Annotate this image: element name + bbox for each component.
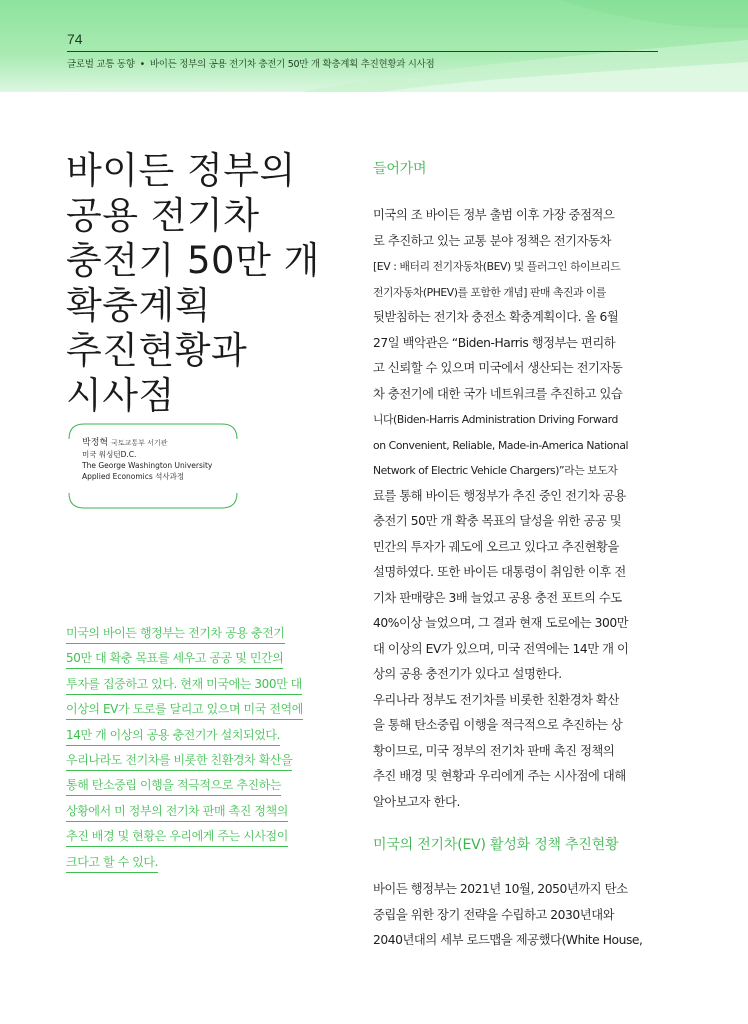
summary-line [66,622,328,647]
summary-line [66,774,328,799]
summary-text: 14만 개 이상의 공용 충전기가 설치되었다. [66,725,280,746]
body-line: Network of Electric Vehicle Chargers)”라는 보도자 [373,464,618,477]
page-number: 74 [67,31,83,47]
summary-text: 투자를 집중하고 있다. 현재 미국에는 300만 대 [66,674,302,695]
running-head-section: 글로벌 교통 동향 [67,59,135,70]
body-line: 40%이상 늘었으며, 그 결과 현재 도로에는 300만 [373,616,629,630]
body-line: 상의 공용 충전기가 있다고 설명한다. [373,667,562,681]
author-box [68,423,238,509]
intro-heading: 들어가며 [373,161,427,177]
header-rule [67,51,658,52]
summary-line [66,851,328,876]
body-line: 민간의 투자가 궤도에 오르고 있다고 추진현황을 [373,539,619,554]
summary-line [66,825,328,850]
wave-pattern [0,0,748,92]
body-line: 27일 백악관은 “Biden-Harris 행정부는 편리하 [373,335,616,350]
body-line: 대 이상의 EV가 있으며, 미국 전역에는 14만 개 이 [373,641,629,656]
intro-body [373,203,661,815]
body-line: 중립을 위한 장기 전략을 수립하고 2030년대와 [373,907,615,922]
summary-line [66,749,328,774]
body-line: 우리나라 정부도 전기차를 비롯한 친환경차 확산 [373,692,619,707]
summary-text: 이상의 EV가 도로를 달리고 있으며 미국 전역에 [66,699,303,720]
summary-text: 통해 탄소중립 이행을 적극적으로 추진하는 [66,775,281,796]
title-line: 확충계획 [66,284,211,327]
body-line: 차 충전기에 대한 국가 네트워크를 추진하고 있습 [373,386,623,401]
author-affiliation: The George Washington University [82,461,213,470]
body-line: 추진 배경 및 현황과 우리에게 주는 시사점에 대해 [373,769,626,783]
summary-text: 미국의 바이든 행정부는 전기차 공용 충전기 [66,623,285,644]
body-line: 을 통해 탄소중립 이행을 적극적으로 추진하는 상 [373,718,623,732]
title-line: 시사점 [66,374,175,417]
title-line: 공용 전기차 [66,194,260,237]
summary-text: 50만 대 확충 목표를 세우고 공공 및 민간의 [66,648,283,669]
summary-line [66,647,328,672]
running-head-separator: • [139,59,145,70]
author-role: 국토교통부 서기관 [111,439,168,447]
body-line: 기차 판매량은 3배 늘었고 공용 충전 포트의 수도 [373,590,622,605]
article-summary [66,622,328,876]
section2-body [373,877,661,954]
body-line: 설명하였다. 또한 바이든 대통령이 취임한 이후 전 [373,565,626,579]
header-band [0,0,748,92]
summary-line [66,673,328,698]
summary-line [66,698,328,723]
body-line: [EV : 배터리 전기자동차(BEV) 및 플러그인 하이브리드 [373,260,621,273]
summary-text: 우리나라도 전기차를 비롯한 친환경차 확산을 [66,750,292,771]
body-line: 니다(Biden-Harris Administration Driving Forward [373,413,618,426]
body-line: 미국의 조 바이든 정부 출범 이후 가장 중점적으 [373,208,615,222]
running-head [67,56,434,70]
article-title [66,148,346,418]
body-line: 알아보고자 한다. [373,794,460,809]
author-info [82,437,212,482]
author-name: 박정혁 [82,438,109,448]
body-line: 뒷받침하는 전기차 충전소 확충계획이다. 올 6월 [373,310,619,324]
body-line [373,280,661,306]
summary-text: 추진 배경 및 현황은 우리에게 주는 시사점이 [66,826,288,847]
summary-line [66,800,328,825]
body-line: 바이든 행정부는 2021년 10월, 2050년까지 탄소 [373,882,628,896]
summary-text: 크다고 할 수 있다. [66,852,158,873]
body-fragment: 전기자동차(PHEV)를 포함한 개념] 판매 촉진과 이를 [373,285,606,299]
body-line: 고 신뢰할 수 있으며 미국에서 생산되는 전기자동 [373,361,623,375]
title-line: 바이든 정부의 [66,149,296,192]
body-line: 2040년대의 세부 로드맵을 제공했다(White House, [373,933,643,947]
body-line: on Convenient, Reliable, Made-in-America National [373,438,629,452]
body-line: 로 추진하고 있는 교통 분야 정책은 전기자동차 [373,233,611,248]
body-line: 료를 통해 바이든 행정부가 추진 중인 전기차 공용 [373,488,626,503]
author-affiliation: 미국 워싱턴D.C. [82,450,137,459]
running-head-article: 바이든 정부의 공용 전기차 충전기 50만 개 확충계획 추진현황과 시사점 [149,59,435,70]
summary-text: 상황에서 미 정부의 전기차 판매 촉진 정책의 [66,801,288,822]
body-line: 황이므로, 미국 정부의 전기차 판매 촉진 정책의 [373,743,615,758]
summary-line [66,724,328,749]
author-affiliation: Applied Economics 석사과정 [82,472,185,481]
section2-heading: 미국의 전기차(EV) 활성화 정책 추진현황 [373,837,619,853]
body-line: 충전기 50만 개 확충 목표의 달성을 위한 공공 및 [373,514,622,528]
title-line: 추진현황과 [66,329,248,372]
title-line: 충전기 50만 개 [66,239,320,282]
